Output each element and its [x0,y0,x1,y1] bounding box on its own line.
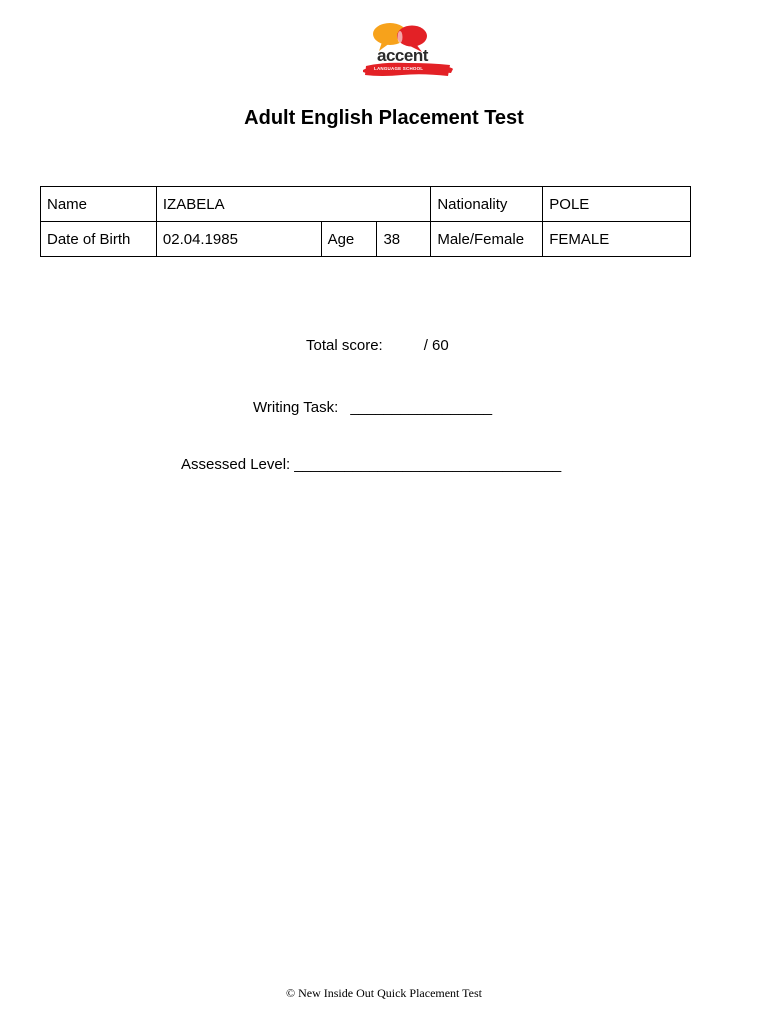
accent-logo [362,22,454,82]
assessed-level-blank: ________________________________ [294,456,562,473]
page-title: Adult English Placement Test [244,107,524,129]
name-value: IZABELA [156,187,430,222]
logo-tagline-text: LANGUAGE SCHOOL [374,66,424,71]
date-of-birth-label: Date of Birth [41,222,157,257]
assessed-level-line [181,455,561,475]
total-score-value: / 60 [423,337,449,354]
total-score-label: Total score: [306,337,383,354]
total-score-line [306,336,449,356]
writing-task-label: Writing Task: [253,399,339,416]
writing-task-line [253,398,492,418]
age-label: Age [321,222,377,257]
table-row [41,222,691,257]
gender-label: Male/Female [431,222,543,257]
copyright-footer: © New Inside Out Quick Placement Test [285,986,482,1000]
age-value: 38 [377,222,431,257]
gender-value: FEMALE [543,222,691,257]
table-row [41,187,691,222]
student-details-table [40,186,691,257]
writing-task-blank: _________________ [350,399,493,416]
name-label: Name [41,187,157,222]
nationality-label: Nationality [431,187,543,222]
date-of-birth-value: 02.04.1985 [156,222,321,257]
nationality-value: POLE [543,187,691,222]
assessed-level-label: Assessed Level: [181,456,291,473]
logo-brand-text: accent [377,46,428,65]
